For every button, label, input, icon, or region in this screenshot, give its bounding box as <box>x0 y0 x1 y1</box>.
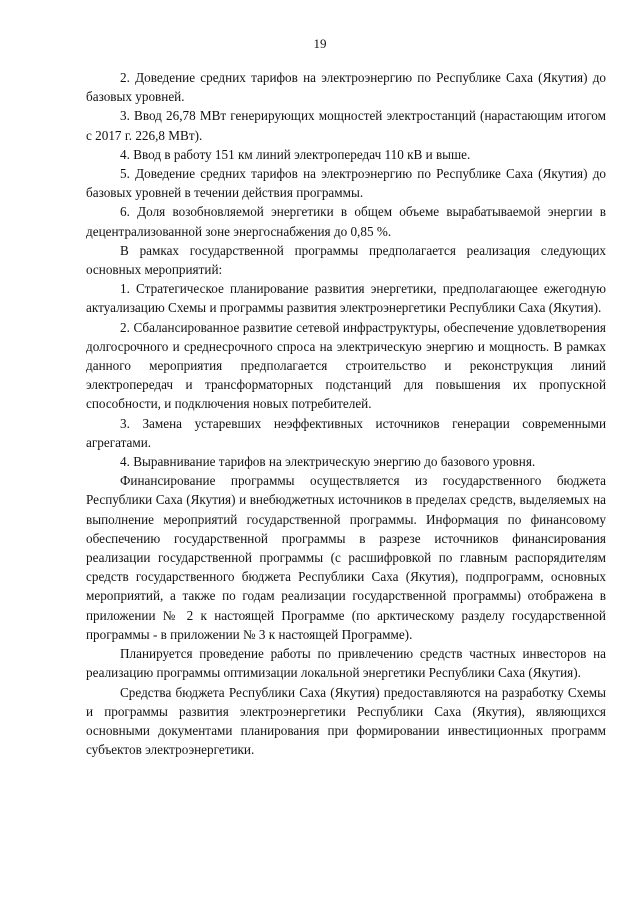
paragraph-budget-funds: Средства бюджета Республики Саха (Якутия) предоставляются на разработку Схемы и программы развития электроэнергетики Республики Саха (Якутия), являющихся основными документами планирования при формировании инвестиционных программ субъектов электроэнергетики. <box>86 684 606 758</box>
paragraph-result-renewables: 6. Доля возобновляемой энергетики в общем объеме вырабатываемой энергии в децентрализованной зоне энергоснабжения до 0,85 %. <box>86 204 606 239</box>
paragraph-result-capacity: 3. Ввод 26,78 МВт генерирующих мощностей электростанций (нарастающим итогом с 2017 г. 226,8 МВт). <box>86 108 606 143</box>
paragraph-financing: Финансирование программы осуществляется из государственного бюджета Республики Саха (Якутия) и внебюджетных источников в пределах средств, выделяемых на выполнение мероприятий государственной программы. Информация по финансовому обеспечению государственной программы в разрезе источников финансирования реализации государственной программы (с расшифровкой по главным распорядителям средств государственного бюджета Республики Саха (Якутия), подпрограмм, основных мероприятий, а также по годам реализации государственной программы) отображена в приложении № 2 к настоящей Программе (по арктическому разделу государственной программы - в приложении № 3 к настоящей Программе). <box>86 473 606 642</box>
paragraph-measure-grid: 2. Сбалансированное развитие сетевой инфраструктуры, обеспечение удовлетворения долгосрочного и среднесрочного спроса на электрическую энергию и мощность. В рамках данного мероприятия предполагается строительство и реконструкция линий электропередач и трансформаторных подстанций для повышения их пропускной способности, и подключения новых потребителей. <box>86 319 606 412</box>
paragraph-measure-tariffs: 4. Выравнивание тарифов на электрическую энергию до базового уровня. <box>120 454 536 470</box>
page-number: 19 <box>313 36 327 51</box>
paragraph-measure-generation: 3. Замена устаревших неэффективных источников генерации современными агрегатами. <box>86 415 606 450</box>
paragraph-result-tariffs-program: 5. Доведение средних тарифов на электроэнергию по Республике Саха (Якутия) до базовых уровней в течении действия программы. <box>86 166 606 201</box>
paragraph-measure-planning: 1. Стратегическое планирование развития энергетики, предполагающее ежегодную актуализацию Схемы и программы развития электроэнергетики Республики Саха (Якутия). <box>86 281 606 316</box>
paragraph-result-power-lines: 4. Ввод в работу 151 км линий электропередач 110 кВ и выше. <box>120 146 471 162</box>
paragraph-measures-intro: В рамках государственной программы предполагается реализация следующих основных мероприятий: <box>86 242 606 278</box>
document-body <box>86 68 606 759</box>
paragraph-investors: Планируется проведение работы по привлечению средств частных инвесторов на реализацию программы оптимизации локальной энергетики Республики Саха (Якутия). <box>86 646 606 681</box>
paragraph-result-tariffs: 2. Доведение средних тарифов на электроэнергию по Республике Саха (Якутия) до базовых уровней. <box>86 70 606 105</box>
